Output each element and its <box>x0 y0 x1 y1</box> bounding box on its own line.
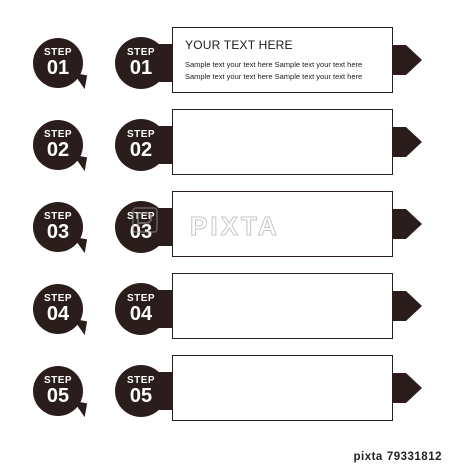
step-text-box-5 <box>172 355 393 421</box>
step-number: 04 <box>129 303 153 325</box>
step-badge-attached-2 <box>115 119 167 171</box>
arrow-tab <box>392 291 406 321</box>
stock-brand: pixta <box>353 451 383 463</box>
step-word: STEP <box>126 47 156 58</box>
arrow-tab <box>392 209 406 239</box>
step-number: 03 <box>129 221 153 243</box>
arrow-tip-icon <box>406 373 422 403</box>
step-row-4 <box>0 273 450 343</box>
step-text-box-2 <box>172 109 393 175</box>
step-word: STEP <box>43 211 73 222</box>
watermark-logo-icon <box>130 205 160 235</box>
step-number: 02 <box>46 139 70 161</box>
step-text-box-4 <box>172 273 393 339</box>
step-number: 01 <box>46 57 70 79</box>
step-badge-attached-1 <box>115 37 167 89</box>
step-badge-3 <box>33 202 83 252</box>
step-word: STEP <box>43 129 73 140</box>
step-number: 03 <box>46 221 70 243</box>
step-row-2 <box>0 109 450 179</box>
sample-text-line: Sample text your text here Sample text your text here <box>185 72 363 81</box>
watermark-text: PIXTA <box>190 211 280 241</box>
stock-id-number: 79331812 <box>386 451 442 463</box>
step-badge-5 <box>33 366 83 416</box>
step-word: STEP <box>43 293 73 304</box>
step-badge-2 <box>33 120 83 170</box>
step-word: STEP <box>43 375 73 386</box>
arrow-tab <box>392 127 406 157</box>
arrow-tip-icon <box>406 45 422 75</box>
arrow-tip-icon <box>406 291 422 321</box>
step-text-box-1 <box>172 27 393 93</box>
arrow-tip-icon <box>406 127 422 157</box>
step-word: STEP <box>43 47 73 58</box>
step-number: 05 <box>46 385 70 407</box>
stock-id-footer <box>353 449 442 465</box>
step-number: 01 <box>129 57 153 79</box>
step-word: STEP <box>126 129 156 140</box>
arrow-tab <box>392 45 406 75</box>
step-title: YOUR TEXT HERE <box>185 38 293 52</box>
step-badge-attached-5 <box>115 365 167 417</box>
step-word: STEP <box>126 211 156 222</box>
step-number: 05 <box>129 385 153 407</box>
step-word: STEP <box>126 375 156 386</box>
step-row-1 <box>0 27 450 97</box>
step-row-5 <box>0 355 450 425</box>
step-word: STEP <box>126 293 156 304</box>
step-badge-1 <box>33 38 83 88</box>
arrow-tab <box>392 373 406 403</box>
step-number: 04 <box>46 303 70 325</box>
sample-text-line: Sample text your text here Sample text your text here <box>185 60 363 69</box>
step-number: 02 <box>129 139 153 161</box>
arrow-tip-icon <box>406 209 422 239</box>
step-badge-4 <box>33 284 83 334</box>
step-badge-attached-4 <box>115 283 167 335</box>
